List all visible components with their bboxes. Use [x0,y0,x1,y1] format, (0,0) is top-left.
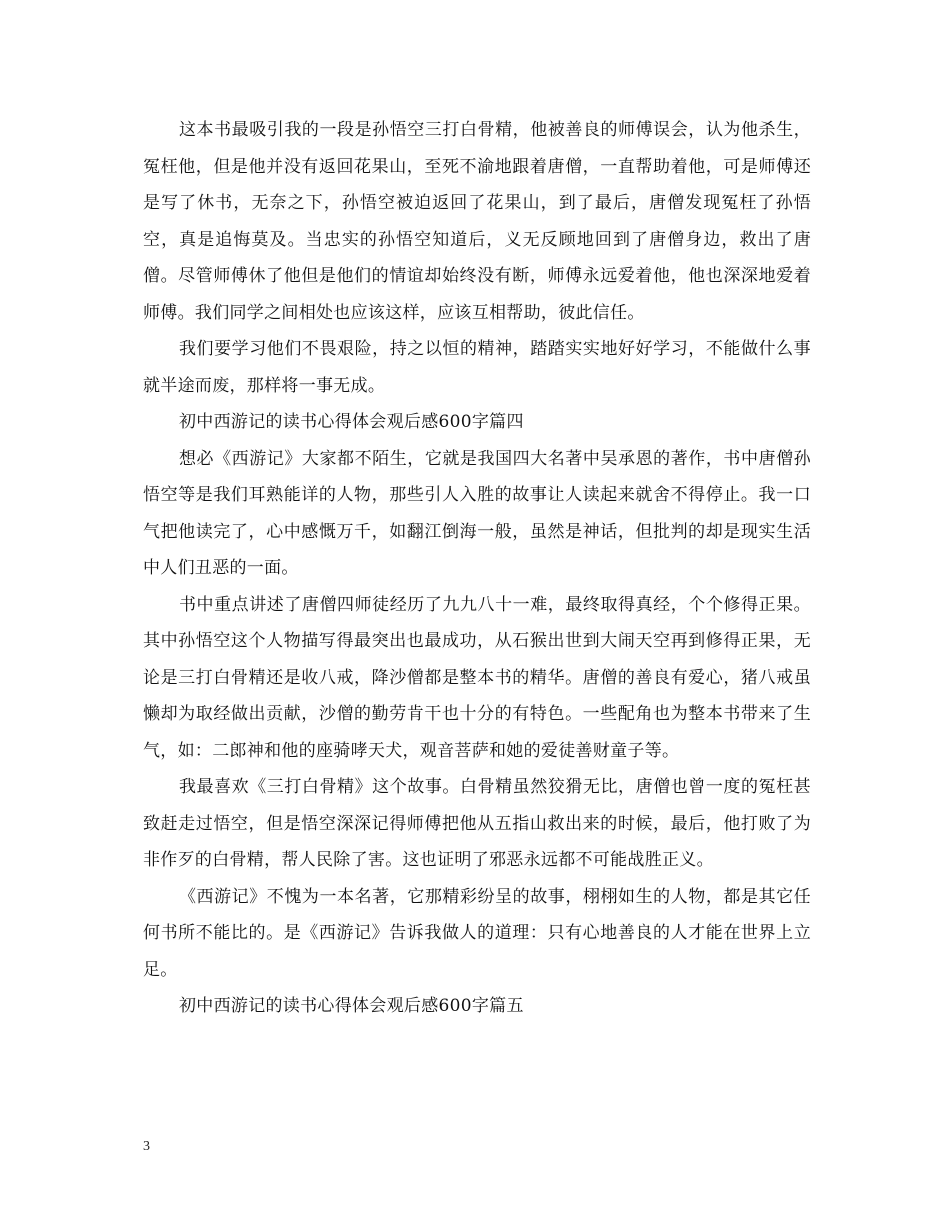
paragraph-1: 这本书最吸引我的一段是孙悟空三打白骨精，他被善良的师傅误会，认为他杀生，冤枉他，但是他并没有返回花果山，至死不渝地跟着唐僧，一直帮助着他，可是师傅还是写了休书，无奈之下，孙悟空被迫返回了花果山，到了最后，唐僧发现冤枉了孙悟空，真是追悔莫及。当忠实的孙悟空知道后，义无反顾地回到了唐僧身边，救出了唐僧。尽管师傅休了他但是他们的情谊却始终没有断，师傅永远爱着他，他也深深地爱着师傅。我们同学之间相处也应该这样，应该互相帮助，彼此信任。 [143,120,811,323]
paragraph-3: 想必《西游记》大家都不陌生，它就是我国四大名著中吴承恩的著作，书中唐僧孙悟空等是我们耳熟能详的人物，那些引人入胜的故事让人读起来就舍不得停止。我一口气把他读完了，心中感慨万千，如翻江倒海一般，虽然是神话，但批判的却是现实生活中人们丑恶的一面。 [143,448,811,578]
paragraph-5: 我最喜欢《三打白骨精》这个故事。白骨精虽然狡猾无比，唐僧也曾一度的冤枉甚致赶走过悟空，但是悟空深深记得师傅把他从五指山救出来的时候，最后，他打败了为非作歹的白骨精，帮人民除了害。这也证明了邪恶永远都不可能战胜正义。 [143,777,811,870]
section-heading-5: 初中西游记的读书心得体会观后感600字篇五 [179,996,524,1016]
page-number: 3 [143,1139,150,1154]
paragraph-2: 我们要学习他们不畏艰险，持之以恒的精神，踏踏实实地好好学习，不能做什么事就半途而废，那样将一事无成。 [143,339,811,396]
paragraph-6: 《西游记》不愧为一本名著，它那精彩纷呈的故事，栩栩如生的人物，都是其它任何书所不能比的。是《西游记》告诉我做人的道理：只有心地善良的人才能在世界上立足。 [143,886,811,980]
document-body [143,112,811,1025]
paragraph-4: 书中重点讲述了唐僧四师徒经历了九九八十一难，最终取得真经，个个修得正果。其中孙悟空这个人物描写得最突出也最成功，从石猴出世到大闹天空再到修得正果，无论是三打白骨精还是收八戒，降沙僧都是整本书的精华。唐僧的善良有爱心，猪八戒虽懒却为取经做出贡献，沙僧的勤劳肯干也十分的有特色。一些配角也为整本书带来了生气，如：二郎神和他的座骑哮天犬，观音菩萨和她的爱徒善财童子等。 [143,594,811,761]
section-heading-4: 初中西游记的读书心得体会观后感600字篇四 [179,412,524,432]
